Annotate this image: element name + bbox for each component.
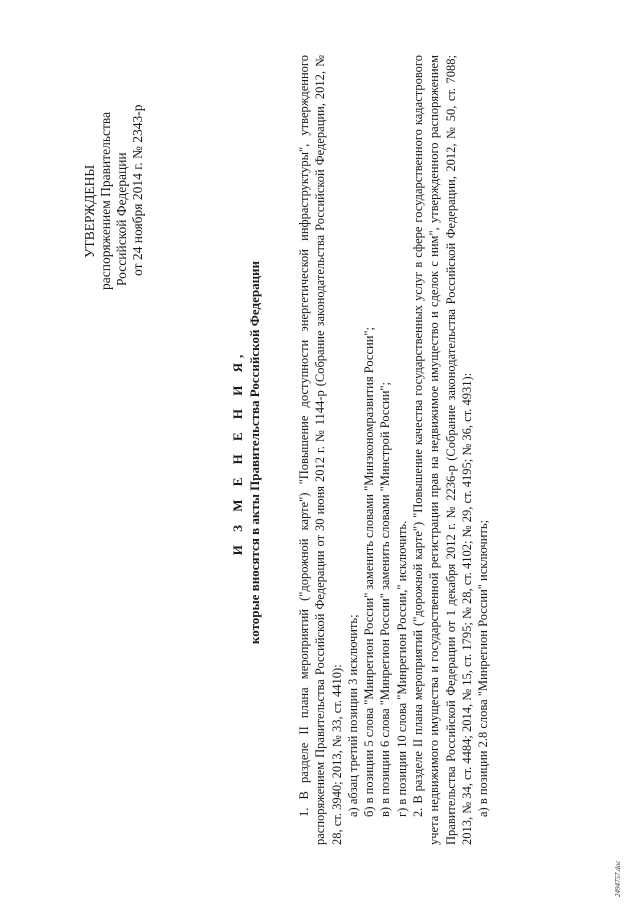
paragraph-1-item-b: б) в позиции 5 слова "Минрегион России" заменить словами "Минэкономразвития России"; bbox=[362, 327, 377, 817]
file-name-footer: 2494757.doc bbox=[614, 860, 622, 897]
paragraph-2: 2. В разделе II плана мероприятий ("дорожной карте") "Повышение качества государственных услуг в сфере государственного кадастрового учета недвижимого имущества и государственной регистрации прав на недвижимое имущество и сделок с ним", утвержденного распоряжением Правительства Российской Федерации от 1 декабря 2012 г. № 2236-р (Собрание законодательства Российской Федерации, 2012, № 50, ст. 7088; 2013, № 34, ст. 4484; 2014, № 15, ст. 1795; № 28, ст. 4102; № 29, ст. 4195; № 36, ст. 4931): bbox=[411, 55, 474, 845]
heading-title: И З М Е Н Е Н И Я, bbox=[230, 349, 245, 556]
approval-title: УТВЕРЖДЕНЫ bbox=[82, 164, 97, 258]
paragraph-1-item-a: а) абзац третий позиции 3 исключить; bbox=[345, 614, 360, 817]
approval-line-1: распоряжением Правительства bbox=[98, 111, 113, 290]
paragraph-1-item-c: в) в позиции 6 слова "Минрегион России" заменить словами "Минстрой России"; bbox=[378, 382, 393, 817]
approval-line-2: Российской Федерации bbox=[114, 152, 129, 286]
approval-stamp bbox=[82, 0, 146, 290]
heading-subtitle: которые вносятся в акты Правительства Российской Федерации bbox=[247, 260, 262, 645]
approval-line-3: от 24 ноября 2014 г. № 2343-р bbox=[130, 104, 145, 276]
document-body bbox=[296, 55, 492, 845]
paragraph-1-item-d: г) в позиции 10 слова "Минрегион России," исключить. bbox=[394, 520, 409, 817]
paragraph-1: 1. В разделе II плана мероприятий ("дорожной карте") "Повышение доступности энергетической инфраструктуры", утвержденного распоряжением Правительства Российской Федерации от 30 июня 2012 г. № 1144-р (Собрание законодательства Российской Федерации, 2012, № 28, ст. 3940; 2013, № 33, ст. 4410): bbox=[297, 55, 344, 845]
paragraph-2-item-a: а) в позиции 2.8 слова "Минрегион России" исключить; bbox=[476, 519, 491, 817]
